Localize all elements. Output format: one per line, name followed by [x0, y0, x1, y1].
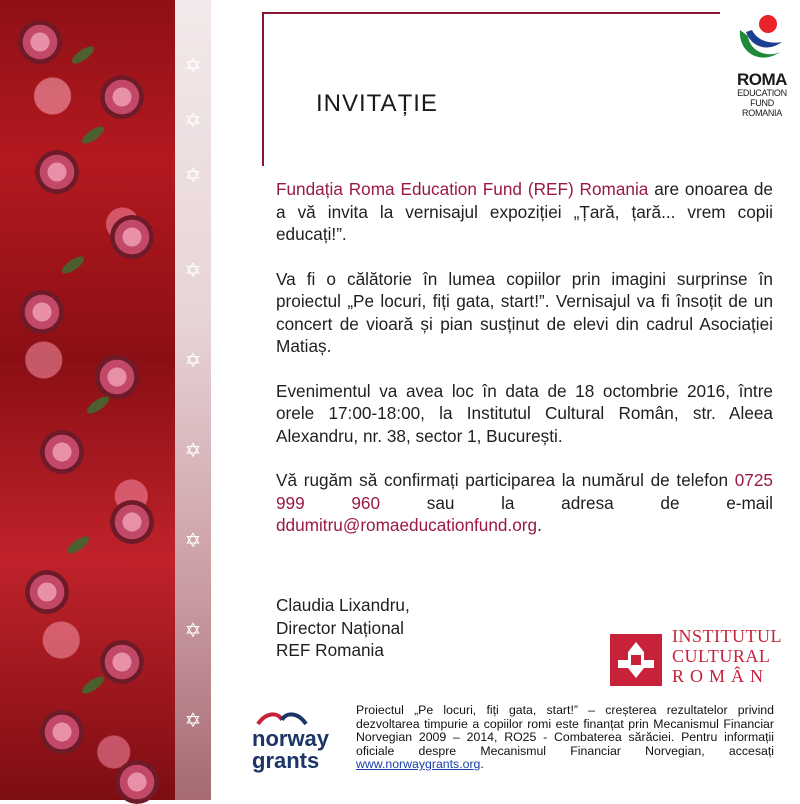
organization-name: Fundația Roma Education Fund (REF) Romania — [276, 179, 649, 199]
intro-text: are onoarea de a vă invita la vernisajul expoziției „Țară, țară... vrem copii educați!”. — [276, 179, 773, 244]
footnote-text: Proiectul „Pe locuri, fiți gata, start!” – creșterea rezultatelor privind dezvoltarea timpurie a copiilor romi este finanțat prin Mecanismul Financiar Norvegian 2009 – 2014, RO25 - Combaterea sărăciei. Pentru informații oficiale despre Mecanismul Financiar Norvegian, accesați — [356, 703, 774, 758]
ref-logo-education: EDUCATION — [737, 88, 787, 98]
star-ornament-icon: ✡ — [184, 708, 202, 732]
signature-role: Director Național — [276, 617, 404, 638]
star-ornament-icon: ✡ — [184, 618, 202, 642]
norway-grants-logo — [252, 710, 340, 782]
norway-grants-icon — [256, 710, 308, 728]
star-ornament-icon: ✡ — [184, 348, 202, 372]
frame-line-left — [262, 12, 264, 166]
rsvp-period: . — [537, 515, 542, 535]
signature-block — [276, 594, 410, 662]
roma-education-fund-icon — [732, 10, 792, 70]
phone-number[interactable]: 0725 999 960 — [276, 470, 773, 513]
star-ornament-icon: ✡ — [184, 108, 202, 132]
star-ornament-icon: ✡ — [184, 163, 202, 187]
paragraph-intro — [276, 178, 773, 246]
rsvp-text: Vă rugăm să confirmați participarea la numărul de telefon — [276, 470, 735, 490]
ref-logo-fund: FUND — [750, 98, 774, 108]
signature-name: Claudia Lixandru, — [276, 595, 410, 615]
ref-logo-romania: ROMANIA — [742, 108, 782, 118]
star-ornament-icon: ✡ — [184, 528, 202, 552]
ref-logo — [726, 10, 798, 135]
norway-logo-line1: norway — [252, 726, 330, 751]
ref-logo-roma: ROMA — [737, 70, 787, 89]
ornament-strip — [175, 0, 211, 800]
footnote-period: . — [480, 757, 484, 771]
norwaygrants-link[interactable]: www.norwaygrants.org — [356, 757, 481, 771]
icr-logo-line2: CULTURAL — [672, 646, 771, 666]
funding-footnote — [356, 704, 774, 772]
floral-textile-decoration — [0, 0, 175, 800]
rsvp-text-2: sau la adresa de e-mail — [380, 492, 773, 513]
page-title: INVITAȚIE — [316, 90, 438, 117]
star-ornament-icon: ✡ — [184, 53, 202, 77]
email-link[interactable]: ddumitru@romaeducationfund.org — [276, 515, 538, 535]
paragraph-rsvp — [276, 469, 773, 537]
invitation-body — [276, 178, 773, 559]
star-ornament-icon: ✡ — [184, 258, 202, 282]
icr-cross-icon — [608, 632, 664, 688]
norway-logo-line2: grants — [252, 748, 320, 773]
icr-logo-line1: INSTITUTUL — [672, 626, 782, 646]
paragraph-description: Va fi o călătorie în lumea copiilor prin imagini surprinse în proiectul „Pe locuri, fiți gata, start!”. Vernisajul va fi însoțit de un concert de vioară și pian susținut de elevi din cadrul Asociației Matiaș. — [276, 268, 773, 356]
frame-line-top — [262, 12, 720, 14]
star-ornament-icon: ✡ — [184, 438, 202, 462]
signature-org: REF Romania — [276, 640, 384, 660]
icr-logo — [608, 622, 794, 694]
icr-logo-line3: ROMÂN — [672, 666, 770, 686]
paragraph-event-details: Evenimentul va avea loc în data de 18 octombrie 2016, între orele 17:00-18:00, la Institutul Cultural Român, str. Aleea Alexandru, nr. 38, sector 1, București. — [276, 380, 773, 446]
